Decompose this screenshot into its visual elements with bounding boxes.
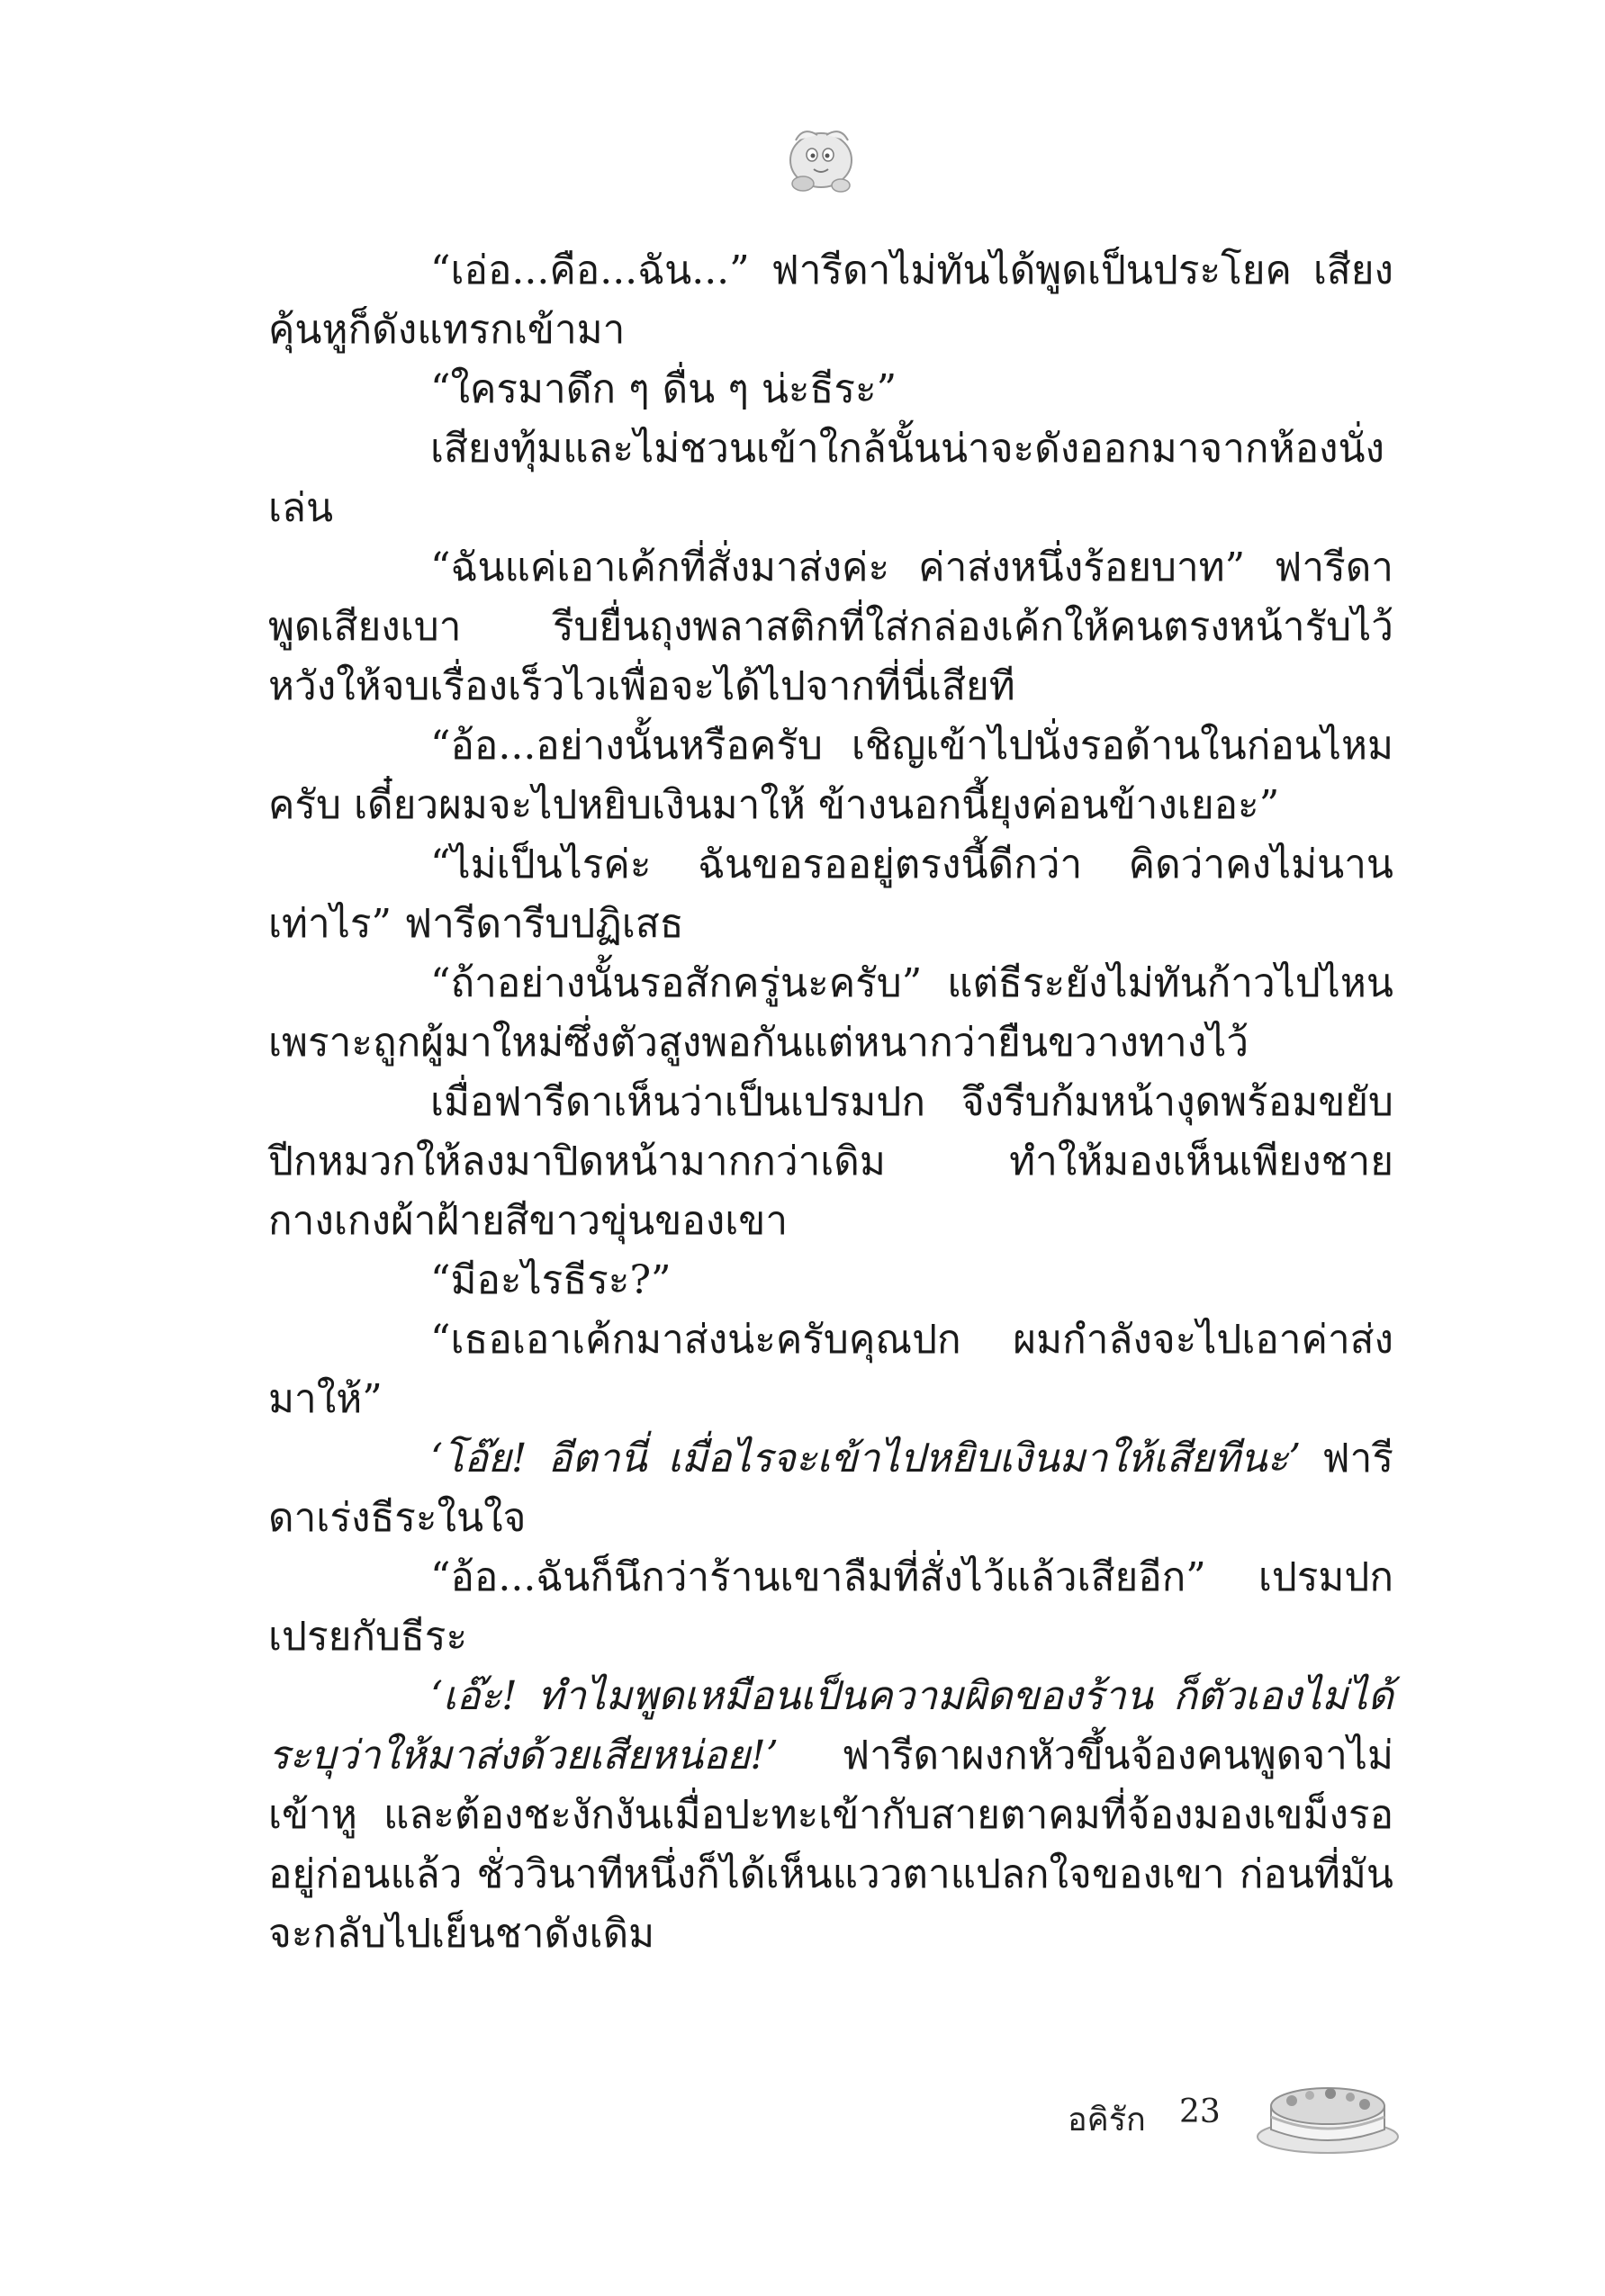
paragraph	[268, 419, 1393, 538]
paragraph-text: “อ้อ...ฉันก็นึกว่าร้านเขาลืมที่สั่งไว้แล้วเสียอีก” เปรมปกเปรยกับธีระ	[268, 1554, 1393, 1660]
paragraph	[268, 538, 1393, 716]
paragraph	[268, 1667, 1393, 1964]
paragraph-text: “เธอเอาเค้กมาส่งน่ะครับคุณปก ผมกำลังจะไปเอาค่าส่งมาให้”	[268, 1317, 1393, 1422]
paragraph	[268, 1548, 1393, 1667]
cartoon-mascot-icon	[776, 115, 868, 198]
paragraph	[268, 716, 1393, 835]
paragraph	[268, 835, 1393, 954]
paragraph-text: เมื่อฟารีดาเห็นว่าเป็นเปรมปก จึงรีบก้มหน้างุดพร้อมขยับปีกหมวกให้ลงมาปิดหน้ามากกว่าเดิม ทำให้มองเห็นเพียงชายกางเกงผ้าฝ้ายสีขาวขุ่นของเขา	[268, 1079, 1393, 1244]
page-number: 23	[1179, 2093, 1221, 2130]
paragraph	[268, 1251, 1393, 1310]
paragraph	[268, 954, 1393, 1073]
paragraph	[268, 1429, 1393, 1548]
paragraph	[268, 360, 1393, 419]
paragraph-text: ฟารีดาผงกหัวขึ้นจ้องคนพูดจาไม่เข้าหู และต้องชะงักงันเมื่อปะทะเข้ากับสายตาคมที่จ้องมองเขม็งรออยู่ก่อนแล้ว ชั่ววินาทีหนึ่งก็ได้เห็นแววตาแปลกใจของเขา ก่อนที่มันจะกลับไปเย็นชาดังเดิม	[268, 1733, 1393, 1957]
paragraph-text: “มีอะไรธีระ?”	[430, 1257, 672, 1303]
page-footer	[1017, 2061, 1575, 2169]
paragraph-text: “ใครมาดึก ๆ ดื่น ๆ น่ะธีระ”	[430, 366, 897, 412]
paragraph-text: “อ้อ...อย่างนั้นหรือครับ เชิญเข้าไปนั่งรอด้านในก่อนไหมครับ เดี๋ยวผมจะไปหยิบเงินมาให้ ข้างนอกนี้ยุงค่อนข้างเยอะ”	[268, 723, 1393, 828]
body-text	[268, 241, 1393, 1964]
paragraph	[268, 1073, 1393, 1251]
book-title: อคิรัก	[1068, 2102, 1146, 2138]
paragraph-text: “เอ่อ...คือ...ฉัน...” ฟารีดาไม่ทันได้พูดเป็นประโยค เสียงคุ้นหูก็ดังแทรกเข้ามา	[268, 248, 1393, 353]
cake-icon	[1251, 2061, 1404, 2160]
paragraph-text: เสียงทุ้มและไม่ชวนเข้าใกล้นั้นน่าจะดังออกมาจากห้องนั่งเล่น	[268, 426, 1385, 531]
paragraph	[268, 1310, 1393, 1429]
paragraph	[268, 241, 1393, 360]
paragraph-text: ฟารีดาเร่งธีระในใจ	[268, 1436, 1394, 1541]
italic-text: ‘เอ๊ะ! ทำไมพูดเหมือนเป็นความผิดของร้าน ก็ตัวเองไม่ได้ระบุว่าให้มาส่งด้วยเสียหน่อย!’	[268, 1673, 1393, 1778]
italic-text: ‘โอ๊ย! อีตานี่ เมื่อไรจะเข้าไปหยิบเงินมาให้เสียทีนะ’	[430, 1436, 1302, 1481]
paragraph-text: “ถ้าอย่างนั้นรอสักครู่นะครับ” แต่ธีระยังไม่ทันก้าวไปไหน เพราะถูกผู้มาใหม่ซึ่งตัวสูงพอกันแต่หนากว่ายืนขวางทางไว้	[268, 960, 1393, 1066]
paragraph-text: “ฉันแค่เอาเค้กที่สั่งมาส่งค่ะ ค่าส่งหนึ่งร้อยบาท” ฟารีดาพูดเสียงเบา รีบยื่นถุงพลาสติกที่ใส่กล่องเค้กให้คนตรงหน้ารับไว้ หวังให้จบเรื่องเร็วไวเพื่อจะได้ไปจากที่นี่เสียที	[268, 545, 1393, 709]
paragraph-text: “ไม่เป็นไรค่ะ ฉันขอรออยู่ตรงนี้ดีกว่า คิดว่าคงไม่นานเท่าไร” ฟารีดารีบปฏิเสธ	[268, 842, 1393, 947]
